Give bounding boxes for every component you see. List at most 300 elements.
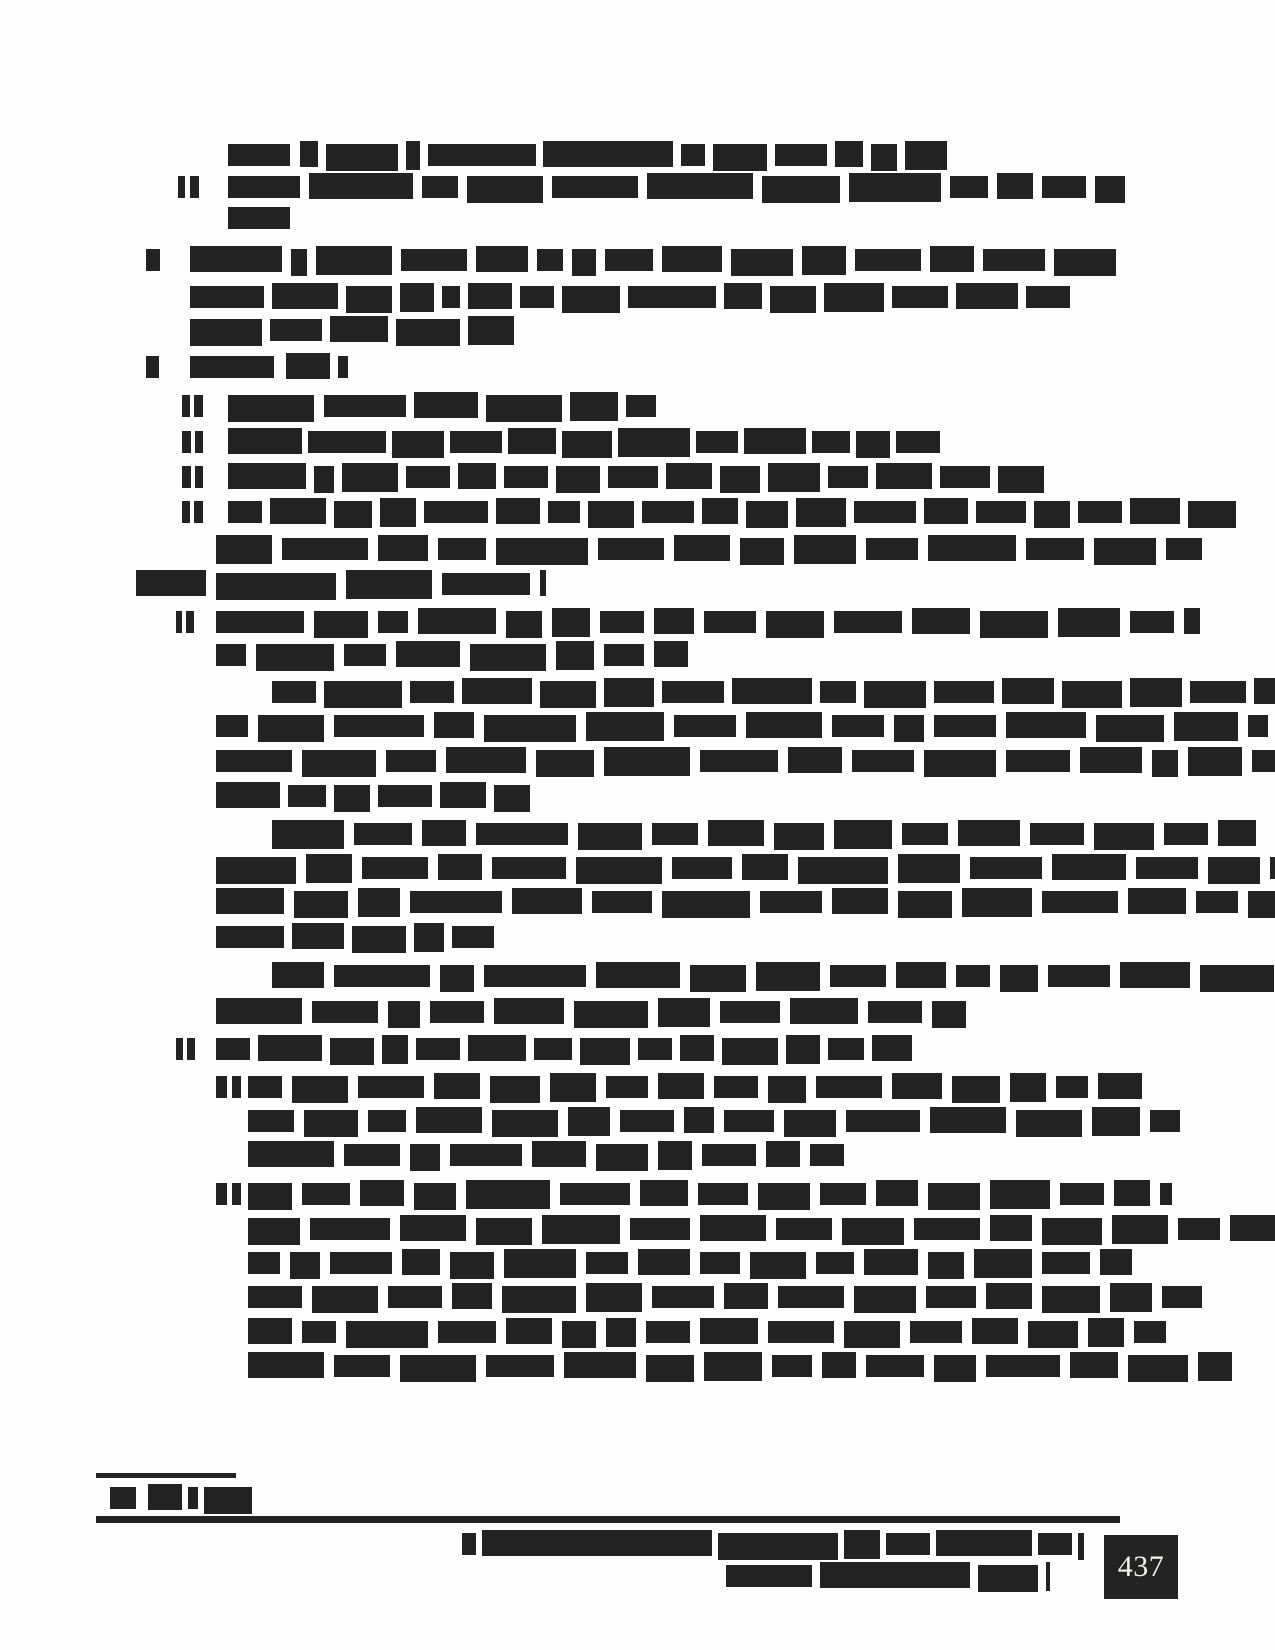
redaction-bar: [775, 144, 827, 166]
redaction-bar: [452, 926, 494, 948]
word-gap: [432, 782, 440, 783]
redaction-bar: [680, 1035, 714, 1061]
word-gap: [1238, 888, 1248, 889]
word-gap: [185, 173, 190, 174]
redaction-bar: [309, 173, 413, 199]
redaction-bar: [216, 998, 302, 1024]
redaction-bar: [540, 570, 546, 596]
redaction-bar: [700, 1252, 740, 1274]
word-gap: [854, 1249, 864, 1250]
redaction-bar: [380, 498, 416, 527]
word-gap: [424, 1073, 434, 1074]
redaction-bar: [216, 782, 280, 808]
word-gap: [434, 283, 442, 284]
word-gap: [774, 1107, 784, 1108]
word-gap: [768, 1283, 778, 1284]
list-marker: [182, 498, 203, 523]
redaction-bar: [820, 1183, 866, 1205]
redaction-bar: [288, 785, 326, 807]
footer-text-line: [462, 1530, 1084, 1556]
redaction-bar: [746, 712, 822, 738]
redaction-bar: [187, 1038, 195, 1060]
word-gap: [376, 747, 386, 748]
word-gap: [827, 141, 835, 142]
word-gap: [358, 1107, 368, 1108]
redaction-bar: [400, 1355, 476, 1382]
word-gap: [756, 1141, 766, 1142]
word-gap: [1060, 1352, 1070, 1353]
redaction-bar: [486, 1355, 554, 1377]
word-gap: [1178, 747, 1188, 748]
word-gap: [638, 173, 647, 174]
list-marker: [178, 173, 199, 198]
word-gap: [442, 1283, 452, 1284]
word-gap: [694, 608, 704, 609]
redaction-bar: [600, 611, 644, 633]
word-gap: [586, 1141, 596, 1142]
redaction-bar: [326, 144, 398, 171]
word-gap: [840, 173, 849, 174]
redaction-bar: [270, 319, 322, 341]
redacted-text-line: [216, 712, 1275, 738]
redaction-bar: [438, 854, 482, 880]
redaction-bar: [406, 141, 420, 170]
redaction-bar: [406, 466, 450, 488]
word-gap: [886, 962, 896, 963]
word-gap: [832, 1215, 842, 1216]
word-gap: [694, 1352, 704, 1353]
redaction-bar: [864, 681, 926, 708]
redaction-bar: [914, 1218, 980, 1240]
word-gap: [554, 283, 562, 284]
word-gap: [320, 1249, 330, 1250]
redaction-bar: [216, 573, 336, 600]
word-gap: [778, 1035, 786, 1036]
word-gap: [630, 1180, 640, 1181]
redaction-bar: [713, 144, 767, 171]
word-gap: [760, 463, 768, 464]
word-gap: [834, 1318, 844, 1319]
redaction-bar: [832, 715, 884, 737]
redaction-bar: [256, 644, 334, 671]
word-gap: [618, 392, 626, 393]
redaction-bar: [570, 392, 618, 421]
redaction-bar: [750, 1252, 806, 1279]
redaction-bar: [1078, 501, 1122, 523]
redaction-bar: [312, 1001, 378, 1023]
word-gap: [546, 641, 556, 642]
redaction-bar: [346, 570, 432, 599]
redaction-bar: [724, 283, 762, 309]
redaction-bar: [368, 1110, 406, 1132]
word-gap: [326, 782, 334, 783]
redaction-bar: [1096, 715, 1164, 742]
redaction-bar: [1042, 176, 1086, 198]
redaction-bar: [835, 141, 863, 167]
redaction-bar: [556, 466, 600, 493]
redaction-bar: [458, 463, 496, 489]
word-gap: [842, 747, 852, 748]
word-gap: [820, 463, 828, 464]
redaction-bar: [1200, 965, 1274, 992]
redaction-bar: [640, 1180, 688, 1206]
redaction-bar: [476, 246, 528, 272]
word-gap: [1045, 246, 1054, 247]
word-gap: [694, 498, 702, 499]
redaction-bar: [766, 1141, 800, 1167]
word-gap: [764, 820, 774, 821]
redaction-bar: [388, 1286, 442, 1308]
word-gap: [304, 608, 314, 609]
redaction-bar: [910, 1321, 962, 1343]
word-gap: [620, 283, 628, 284]
word-gap: [428, 535, 438, 536]
redaction-bar: [794, 535, 856, 564]
redaction-bar: [552, 608, 590, 637]
word-gap: [474, 962, 484, 963]
redaction-bar: [248, 1352, 324, 1378]
redaction-bar: [898, 891, 952, 918]
word-gap: [1140, 1107, 1150, 1108]
word-gap: [748, 1180, 758, 1181]
redaction-bar: [606, 1318, 636, 1347]
word-gap: [576, 1249, 586, 1250]
redacted-text-line: [272, 962, 1275, 988]
word-gap: [890, 428, 896, 429]
redaction-bar: [560, 1183, 630, 1205]
word-gap: [482, 854, 492, 855]
word-gap: [556, 428, 562, 429]
redaction-bar: [424, 501, 488, 523]
redaction-bar: [194, 395, 203, 417]
redaction-bar: [708, 820, 764, 846]
word-gap: [902, 608, 912, 609]
redaction-bar: [902, 823, 948, 845]
word-gap: [1110, 962, 1120, 963]
redaction-bar: [300, 141, 318, 167]
redacted-text-line: [228, 204, 290, 230]
redaction-bar: [972, 1318, 1018, 1344]
word-gap: [610, 1107, 620, 1108]
redaction-bar: [1130, 498, 1180, 524]
word-gap: [466, 1215, 476, 1216]
redacted-text-line: [190, 316, 514, 342]
redacted-text-line: [248, 1215, 1275, 1241]
word-gap: [784, 535, 794, 536]
redaction-bar: [382, 1035, 408, 1064]
word-gap: [392, 1249, 402, 1250]
redaction-bar: [1134, 1321, 1166, 1343]
redaction-bar: [176, 1038, 183, 1060]
redaction-bar: [216, 750, 292, 772]
list-marker: [216, 1073, 241, 1098]
word-gap: [850, 428, 856, 429]
word-gap: [444, 428, 450, 429]
redaction-bar: [502, 1286, 576, 1313]
redacted-text-line: [228, 392, 656, 418]
word-gap: [198, 1484, 204, 1485]
word-gap: [580, 498, 588, 499]
word-gap: [272, 535, 282, 536]
redaction-bar: [248, 1076, 282, 1098]
redaction-bar: [1078, 1533, 1084, 1560]
word-gap: [478, 392, 486, 393]
redaction-bar: [766, 611, 824, 638]
word-gap: [542, 608, 552, 609]
list-marker: [176, 608, 194, 633]
redaction-bar: [216, 644, 246, 666]
redaction-bar: [846, 1110, 920, 1132]
redaction-bar: [586, 1283, 642, 1312]
redaction-bar: [1152, 750, 1178, 777]
redaction-bar: [986, 1283, 1032, 1309]
redaction-bar: [662, 891, 750, 918]
redaction-bar: [182, 431, 191, 453]
word-gap: [662, 854, 672, 855]
word-gap: [812, 1562, 820, 1563]
redaction-bar: [1164, 823, 1208, 845]
redaction-bar: [876, 463, 932, 489]
word-gap: [348, 888, 358, 889]
redaction-bar: [378, 785, 432, 807]
redaction-bar: [1120, 962, 1190, 988]
word-gap: [750, 888, 760, 889]
redaction-bar: [1095, 176, 1125, 203]
word-gap: [596, 678, 604, 679]
word-gap: [1242, 747, 1252, 748]
redaction-bar: [470, 644, 546, 671]
redaction-bar: [110, 1487, 136, 1509]
word-gap: [926, 678, 934, 679]
word-gap: [692, 1141, 702, 1142]
redaction-bar: [822, 1352, 856, 1378]
word-gap: [753, 173, 762, 174]
word-gap: [642, 1283, 652, 1284]
redaction-bar: [1208, 857, 1260, 884]
word-gap: [644, 641, 654, 642]
redaction-bar: [442, 286, 460, 308]
redaction-bar: [258, 715, 324, 742]
word-gap: [582, 888, 592, 889]
redaction-bar: [786, 1035, 820, 1064]
redaction-bar: [186, 611, 194, 633]
redaction-bar: [1218, 820, 1256, 846]
redaction-bar: [506, 1318, 552, 1344]
redaction-bar: [308, 431, 386, 453]
word-gap: [460, 316, 468, 317]
word-gap: [206, 570, 216, 571]
redacted-text-line: [272, 678, 1275, 704]
redaction-bar: [928, 535, 1016, 561]
word-gap: [856, 535, 866, 536]
redaction-bar: [1188, 747, 1242, 776]
redaction-bar: [216, 1038, 250, 1060]
word-gap: [191, 428, 195, 429]
word-gap: [386, 428, 392, 429]
word-gap: [322, 1035, 330, 1036]
word-gap: [246, 641, 256, 642]
word-gap: [406, 923, 414, 924]
redaction-bar: [136, 570, 206, 596]
redaction-bar: [334, 1355, 390, 1377]
redaction-bar: [774, 823, 824, 850]
redaction-bar: [654, 641, 688, 667]
redaction-bar: [856, 431, 890, 458]
redaction-bar: [543, 141, 673, 167]
redaction-bar: [494, 785, 530, 812]
redaction-bar: [248, 1218, 300, 1245]
word-gap: [762, 1352, 772, 1353]
redaction-bar: [912, 608, 970, 634]
word-gap: [392, 246, 401, 247]
word-gap: [858, 998, 868, 999]
redaction-bar: [272, 962, 324, 988]
redacted-text-line: [216, 747, 1275, 773]
redacted-text-line: [248, 1352, 1232, 1378]
word-gap: [302, 1283, 312, 1284]
word-gap: [250, 1035, 258, 1036]
redaction-bar: [1006, 712, 1086, 738]
redaction-bar: [440, 782, 486, 808]
word-gap: [946, 962, 956, 963]
word-gap: [816, 283, 824, 284]
word-gap: [882, 1073, 892, 1074]
redaction-bar: [718, 1533, 838, 1560]
word-gap: [530, 570, 540, 571]
word-gap: [392, 283, 400, 284]
word-gap: [458, 173, 467, 174]
word-gap: [488, 498, 496, 499]
redaction-bar: [690, 965, 746, 992]
word-gap: [988, 173, 997, 174]
word-gap: [484, 998, 494, 999]
word-gap: [282, 1073, 292, 1074]
redaction-bar: [556, 641, 594, 670]
redaction-bar: [482, 1530, 712, 1556]
list-marker: [176, 1035, 195, 1060]
word-gap: [398, 141, 406, 142]
redaction-bar: [790, 998, 858, 1024]
redaction-bar: [358, 1076, 424, 1098]
redaction-bar: [504, 1249, 576, 1278]
word-gap: [1032, 888, 1042, 889]
word-gap: [948, 820, 958, 821]
word-gap: [330, 353, 338, 354]
redaction-bar: [467, 176, 543, 203]
word-gap: [406, 1107, 416, 1108]
word-gap: [1084, 535, 1094, 536]
redaction-bar: [310, 1218, 390, 1240]
redaction-bar: [342, 463, 398, 492]
word-gap: [1032, 1215, 1042, 1216]
redaction-bar: [934, 715, 996, 737]
word-gap: [921, 246, 930, 247]
redaction-bar: [662, 246, 722, 272]
redaction-bar: [410, 681, 454, 703]
word-gap: [710, 998, 720, 999]
redaction-bar: [672, 857, 732, 879]
redaction-bar: [652, 823, 698, 845]
redaction-bar: [630, 1218, 690, 1240]
word-gap: [866, 1180, 876, 1181]
word-gap: [1038, 962, 1048, 963]
redaction-bar: [898, 854, 960, 883]
word-gap: [1072, 1530, 1078, 1531]
word-gap: [705, 141, 713, 142]
word-gap: [1100, 1283, 1110, 1284]
word-gap: [334, 1141, 344, 1142]
word-gap: [780, 998, 790, 999]
redaction-bar: [932, 1001, 966, 1028]
word-gap: [1182, 678, 1190, 679]
redaction-bar: [1136, 857, 1198, 879]
word-gap: [1038, 1562, 1046, 1563]
redaction-bar: [652, 1286, 714, 1308]
redaction-bar: [762, 176, 840, 203]
redaction-bar: [928, 1252, 964, 1279]
redaction-bar: [681, 144, 705, 166]
word-gap: [307, 246, 316, 247]
list-marker: [146, 246, 160, 271]
redaction-bar: [820, 1562, 970, 1588]
redaction-bar: [324, 681, 402, 708]
redaction-bar: [894, 715, 924, 742]
redaction-bar: [646, 1355, 694, 1382]
redaction-bar: [334, 715, 424, 737]
redaction-bar: [1098, 1073, 1142, 1099]
word-gap: [576, 712, 586, 713]
word-gap: [1208, 820, 1218, 821]
redaction-bar: [542, 1215, 620, 1244]
redacted-text-line: [228, 463, 1044, 489]
word-gap: [824, 820, 834, 821]
word-gap: [480, 1073, 490, 1074]
redaction-bar: [388, 1001, 420, 1028]
word-gap: [884, 712, 894, 713]
word-gap: [822, 712, 832, 713]
redaction-bar: [832, 888, 888, 914]
word-gap: [548, 463, 556, 464]
redaction-bar: [1190, 681, 1246, 703]
word-gap: [467, 246, 476, 247]
redacted-text-line: [248, 1141, 844, 1167]
redaction-bar: [534, 1038, 572, 1060]
redaction-bar: [702, 1144, 756, 1166]
word-gap: [820, 1035, 828, 1036]
redaction-bar: [956, 965, 990, 987]
word-gap: [336, 570, 346, 571]
word-gap: [976, 1352, 986, 1353]
redaction-bar: [182, 466, 191, 488]
word-gap: [190, 392, 194, 393]
redaction-bar: [855, 249, 921, 271]
word-gap: [974, 246, 983, 247]
redaction-bar: [1248, 715, 1268, 737]
redaction-bar: [1054, 249, 1116, 276]
word-gap: [526, 1035, 534, 1036]
redaction-bar: [302, 750, 376, 777]
word-gap: [704, 1073, 714, 1074]
redaction-bar: [892, 286, 948, 308]
redacted-text-line: [216, 535, 1202, 561]
word-gap: [183, 1035, 187, 1036]
word-gap: [1016, 535, 1026, 536]
redaction-bar: [596, 1144, 648, 1171]
word-gap: [1086, 173, 1095, 174]
redaction-bar: [290, 1252, 320, 1279]
word-gap: [1084, 820, 1094, 821]
word-gap: [562, 392, 570, 393]
